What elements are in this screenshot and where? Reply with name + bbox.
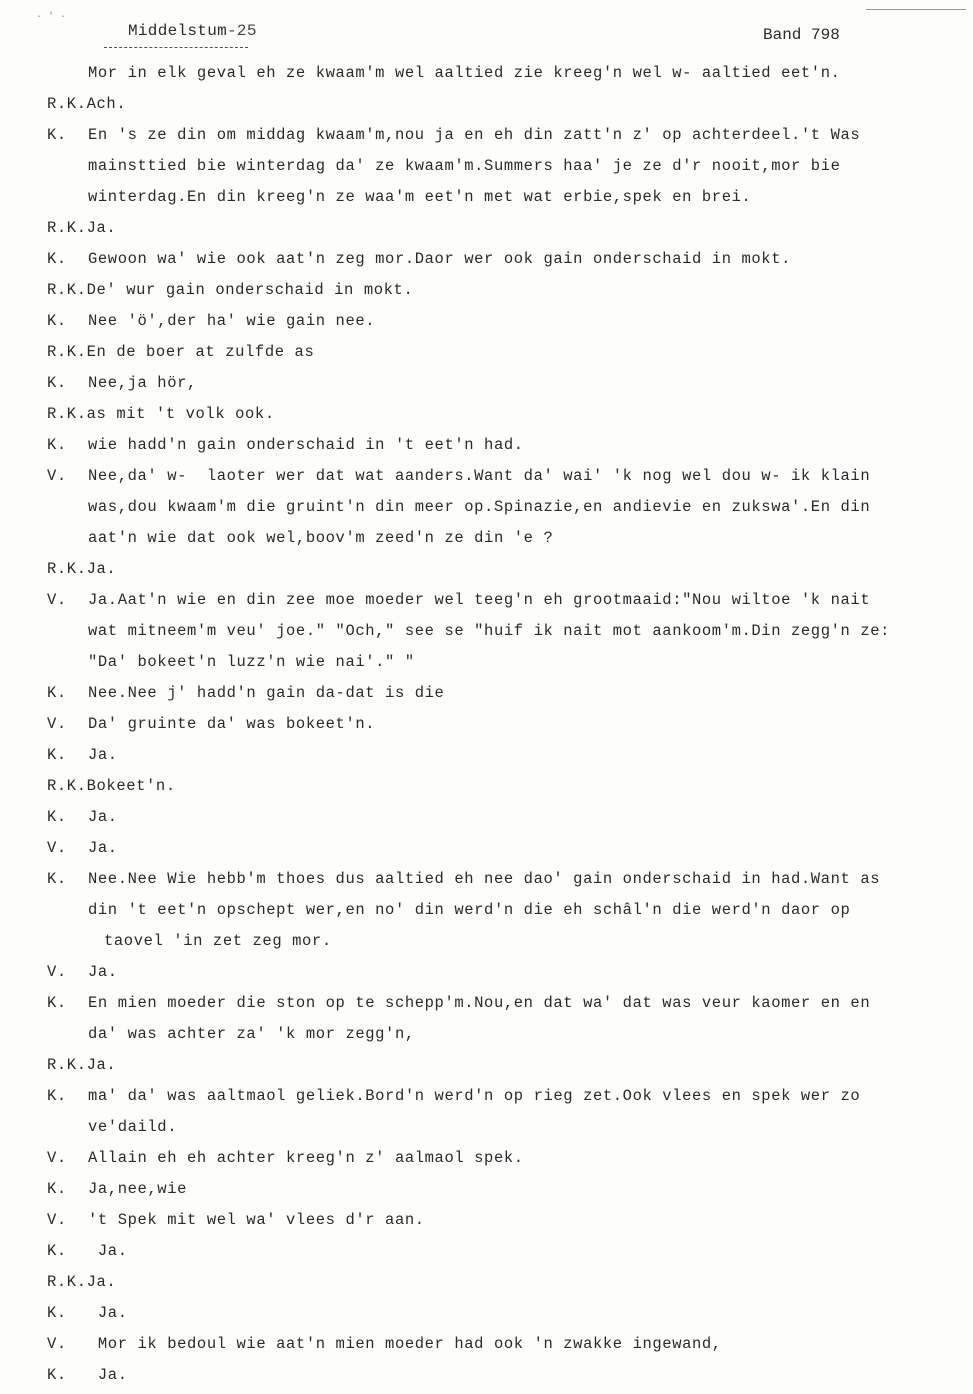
speaker-label: V. [47,591,67,609]
speaker-label: R.K. [47,1273,87,1291]
transcript-line [0,833,973,864]
utterance-text: Ja. [88,1242,128,1260]
speaker-label: V. [47,1211,67,1229]
transcript-line [0,1205,973,1236]
transcript-line [0,1236,973,1267]
transcript-line [0,957,973,988]
inline-turn [0,95,126,113]
speaker-label: R.K. [47,343,87,361]
page-header-location [128,22,257,40]
speaker-label: R.K. [47,777,87,795]
speaker-label: V. [47,467,67,485]
speaker-label: K. [47,1304,67,1322]
utterance-text: as mit 't volk ook. [86,405,275,423]
speaker-label: K. [47,250,67,268]
speaker-label: K. [47,746,67,764]
transcript-line [0,895,973,926]
utterance-text: 't Spek mit wel wa' vlees d'r aan. [88,1211,425,1229]
inline-turn [0,343,314,361]
utterance-text: Ja. [88,808,118,826]
transcript-line [0,492,973,523]
utterance-text: Ja. [88,746,118,764]
transcript-line [0,585,973,616]
speaker-label: V. [47,839,67,857]
inline-turn [0,560,116,578]
utterance-text: da' was achter za' 'k mor zegg'n, [88,1025,415,1043]
transcript-line [0,616,973,647]
transcript-line [0,337,973,368]
speaker-label: K. [47,994,67,1012]
utterance-text: Nee.Nee Wie hebb'm thoes dus aaltied eh nee dao' gain onderschaid in had.Want as [88,870,881,888]
speaker-label: K. [47,1180,67,1198]
utterance-text: Bokeet'n. [86,777,176,795]
transcript-line [0,1360,973,1391]
transcript-line [0,647,973,678]
inline-turn [0,1056,116,1074]
transcript-line [0,864,973,895]
utterance-text: winterdag.En din kreeg'n ze waa'm eet'n met wat erbie,spek en brei. [88,188,752,206]
transcript-line [0,740,973,771]
speaker-label: K. [47,374,67,392]
transcript-line [0,1143,973,1174]
utterance-text: De' wur gain onderschaid in mokt. [86,281,414,299]
utterance-text: Nee,ja hör, [88,374,197,392]
utterance-text: Ja. [86,1273,117,1291]
transcript-line [0,151,973,182]
utterance-text: Ja. [88,1304,128,1322]
speaker-label: V. [47,1149,67,1167]
utterance-text: Ja. [88,839,118,857]
speaker-label: R.K. [47,1056,87,1074]
speaker-label: K. [47,870,67,888]
utterance-text: Ja. [86,560,117,578]
utterance-text: wat mitneem'm veu' joe." "Och," see se "huif ik nait mot aankoom'm.Din zegg'n ze: [88,622,891,640]
transcript-line [0,1019,973,1050]
speaker-label: R.K. [47,95,87,113]
transcript-line [0,771,973,802]
transcript-line [0,988,973,1019]
utterance-text: wie hadd'n gain onderschaid in 't eet'n had. [88,436,524,454]
utterance-text: Mor ik bedoul wie aat'n mien moeder had ook 'n zwakke ingewand, [88,1335,722,1353]
utterance-text: ma' da' was aaltmaol geliek.Bord'n werd'n op rieg zet.Ook vlees en spek wer zo [88,1087,861,1105]
utterance-text: mainsttied bie winterdag da' ze kwaam'm.Summers haa' je ze d'r nooit,mor bie [88,157,841,175]
transcript-line [0,399,973,430]
transcript-line [0,58,973,89]
speaker-label: K. [47,312,67,330]
speaker-label: R.K. [47,560,87,578]
speaker-label: V. [47,963,67,981]
utterance-text: Ach. [86,95,127,113]
inline-turn [0,281,413,299]
utterance-text: ve'daild. [88,1118,178,1136]
utterance-text: Gewoon wa' wie ook aat'n zeg mor.Daor wer ook gain onderschaid in mokt. [88,250,792,268]
header-underline [104,47,248,48]
transcript-body [0,58,973,1391]
transcript-line [0,1329,973,1360]
transcript-line [0,275,973,306]
top-rule [866,9,966,10]
utterance-text: "Da' bokeet'n luzz'n wie nai'." " [88,653,415,671]
transcript-line [0,89,973,120]
transcript-line [0,182,973,213]
location-label: Middelstum [128,22,228,40]
speaker-label: R.K. [47,281,87,299]
transcript-line [0,306,973,337]
transcript-line [0,1050,973,1081]
utterance-text: Nee 'ö',der ha' wie gain nee. [88,312,376,330]
transcript-line [0,523,973,554]
speaker-label: K. [47,684,67,702]
speaker-label: V. [47,715,67,733]
transcript-line [0,709,973,740]
inline-turn [0,1273,116,1291]
speaker-label: K. [47,1366,67,1384]
utterance-text: Allain eh eh achter kreeg'n z' aalmaol spek. [88,1149,524,1167]
utterance-text: aat'n wie dat ook wel,boov'm zeed'n ze din 'e ? [88,529,554,547]
transcript-line [0,461,973,492]
transcript-line [0,1112,973,1143]
transcript-line [0,1081,973,1112]
transcript-line [0,244,973,275]
utterance-text: Ja. [88,963,118,981]
utterance-text: Ja. [86,219,117,237]
utterance-text: En de boer at zulfde as [86,343,315,361]
utterance-text: Ja,nee,wie [88,1180,188,1198]
utterance-text: Nee,da' w- laoter wer dat wat aanders.Want da' wai' 'k nog wel dou w- ik klain [88,467,871,485]
transcript-line [0,120,973,151]
page-number: -25 [227,22,257,40]
inline-turn [0,219,116,237]
utterance-text: Ja.Aat'n wie en din zee moe moeder wel teeg'n eh grootmaaid:"Nou wiltoe 'k nait [88,591,871,609]
inline-turn [0,777,176,795]
utterance-text: En mien moeder die ston op te schepp'm.Nou,en dat wa' dat was veur kaomer en en [88,994,871,1012]
paper-speck: · ' · [36,12,67,23]
transcript-line [0,1298,973,1329]
transcript-line [0,368,973,399]
transcript-line [0,802,973,833]
inline-turn [0,405,275,423]
speaker-label: R.K. [47,219,87,237]
band-label: Band 798 [763,26,840,44]
speaker-label: K. [47,126,67,144]
speaker-label: V. [47,1335,67,1353]
transcript-line [0,678,973,709]
speaker-label: K. [47,1242,67,1260]
speaker-label: K. [47,808,67,826]
utterance-text: Ja. [86,1056,117,1074]
utterance-text: Da' gruinte da' was bokeet'n. [88,715,376,733]
transcript-line [0,1174,973,1205]
speaker-label: R.K. [47,405,87,423]
speaker-label: K. [47,1087,67,1105]
utterance-text: En 's ze din om middag kwaam'm,nou ja en eh din zatt'n z' op achterdeel.'t Was [88,126,861,144]
speaker-label: K. [47,436,67,454]
utterance-text: Nee.Nee j' hadd'n gain da-dat is die [88,684,445,702]
transcript-line [0,1267,973,1298]
transcript-line [0,213,973,244]
utterance-text: taovel 'in zet zeg mor. [104,932,332,950]
transcript-line [0,554,973,585]
transcript-line [0,926,973,957]
utterance-text: was,dou kwaam'm die gruint'n din meer op.Spinazie,en andievie en zukswa'.En din [88,498,871,516]
utterance-text: Mor in elk geval eh ze kwaam'm wel aaltied zie kreeg'n wel w- aaltied eet'n. [88,64,841,82]
utterance-text: din 't eet'n opschept wer,en no' din werd'n die eh schâl'n die werd'n daor op [88,901,851,919]
utterance-text: Ja. [88,1366,128,1384]
transcript-line [0,430,973,461]
